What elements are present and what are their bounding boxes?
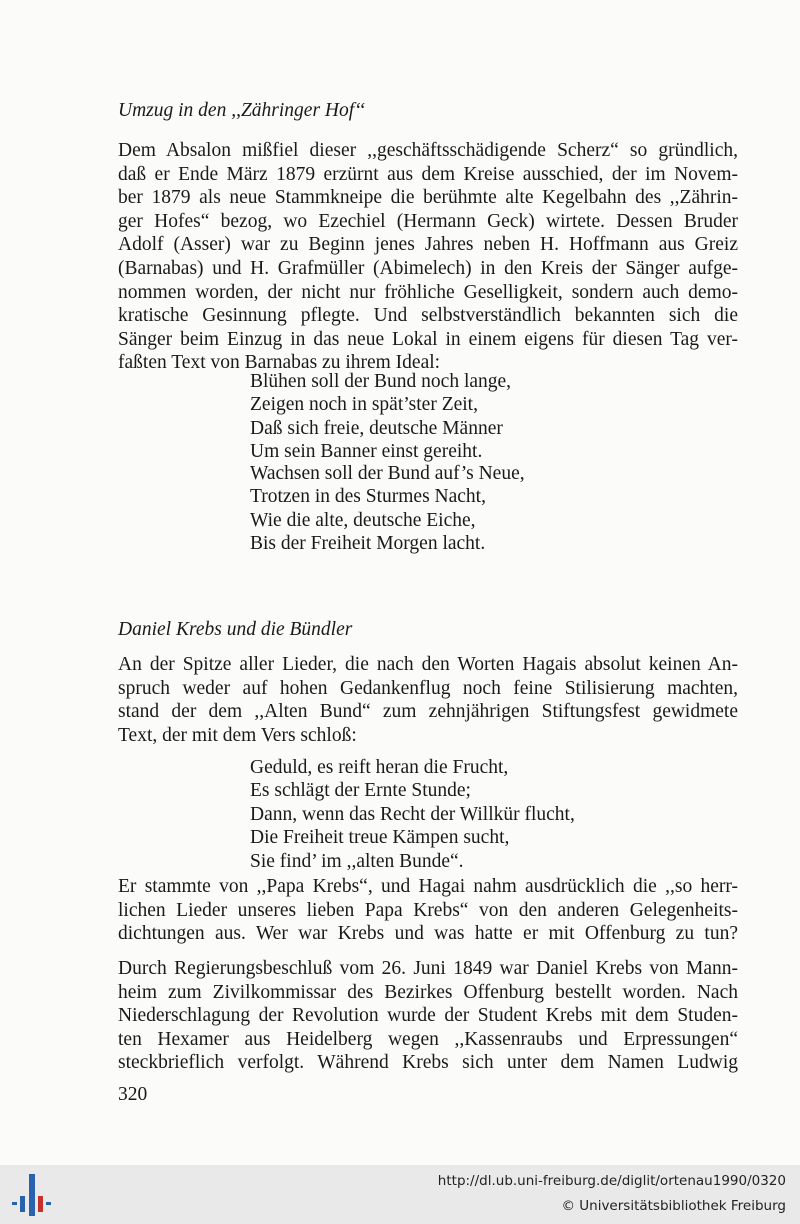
verse-stanza-2 [250,462,525,556]
verse-line: Die Freiheit treue Kämpen sucht, [250,827,510,849]
ub-freiburg-logo-icon[interactable] [10,1172,54,1218]
paragraph-spitze [118,653,738,747]
verse-stanza-3 [250,756,575,873]
text-line: dichtungen aus. Wer war Krebs und was hatte er mit Offenburg zu tun? [118,923,738,945]
section-heading-umzug: Umzug in den ,,Zähringer Hof‘‘ [118,100,365,121]
text-line: daß er Ende März 1879 erzürnt aus dem Kreise ausschied, der im Novem- [118,163,738,185]
section-heading-krebs: Daniel Krebs und die Bündler [118,619,353,640]
text-line: Dem Absalon mißfiel dieser ,,geschäftsschädigende Scherz“ so gründlich, [118,140,738,161]
verse-line: Sie find’ im ,,alten Bunde“. [250,850,464,872]
verse-line: Geduld, es reift heran die Frucht, [250,757,509,778]
verse-line: Daß sich freie, deutsche Männer [250,417,503,439]
text-line: (Barnabas) und H. Grafmüller (Abimelech) in den Kreis der Sänger aufge- [118,257,738,279]
verse-line: Um sein Banner einst gereiht. [250,441,483,463]
verse-line: Blühen soll der Bund noch lange, [250,371,512,392]
viewer-footer [0,1165,800,1224]
verse-line: Wachsen soll der Bund auf’s Neue, [250,463,525,484]
text-line: heim zum Zivilkommissar des Bezirkes Offenburg bestellt worden. Nach [118,981,738,1003]
paragraph-umzug [118,139,738,375]
verse-line: Dann, wenn das Recht der Willkür flucht, [250,803,575,825]
text-line: ger Hofes“ bezog, wo Ezechiel (Hermann Geck) wirtete. Dessen Bruder [118,210,738,232]
text-line: steckbrieflich verfolgt. Während Krebs sich unter dem Namen Ludwig [118,1052,738,1074]
text-line: nommen worden, der nicht nur fröhliche Geselligkeit, sondern auch demo- [118,281,738,303]
text-line: spruch weder auf hohen Gedankenflug noch feine Stilisierung machten, [118,677,738,699]
text-line: Niederschlagung der Revolution wurde der Student Krebs mit dem Studen- [118,1005,738,1027]
text-line: ten Hexamer aus Heidelberg wegen ,,Kassenraubs und Erpressungen“ [118,1028,738,1050]
copyright-notice: © Universitätsbibliothek Freiburg [561,1198,786,1214]
text-line: stand der dem ,,Alten Bund“ zum zehnjährigen Stiftungsfest gewidmete [118,701,738,723]
text-line: Durch Regierungsbeschluß vom 26. Juni 1849 war Daniel Krebs von Mann- [118,958,738,979]
text-line: kratische Gesinnung pflegte. Und selbstverständlich bekannten sich die [118,305,738,327]
permalink-url[interactable]: http://dl.ub.uni-freiburg.de/diglit/ortenau1990/0320 [437,1173,786,1189]
text-line: faßten Text von Barnabas zu ihrem Ideal: [118,352,441,374]
text-line: Er stammte von ,,Papa Krebs“, und Hagai nahm ausdrücklich die ,,so herr- [118,876,738,897]
text-line: Sänger beim Einzug in das neue Lokal in einem eigens für diesen Tag ver- [118,328,738,350]
paragraph-papa-krebs [118,875,738,946]
paragraph-regierungsbeschluss [118,957,738,1075]
text-line: lichen Lieder unseres lieben Papa Krebs“ von den anderen Gelegenheits- [118,899,738,921]
verse-line: Es schlägt der Ernte Stunde; [250,780,471,802]
text-line: Adolf (Asser) war zu Beginn jenes Jahres neben H. Hoffmann aus Greiz [118,234,738,256]
page-number: 320 [118,1084,148,1105]
verse-line: Zeigen noch in spät’ster Zeit, [250,394,478,416]
verse-stanza-1 [250,370,511,464]
logo-graphic [10,1172,54,1218]
verse-line: Trotzen in des Sturmes Nacht, [250,486,486,508]
text-line: ber 1879 als neue Stammkneipe die berühmte alte Kegelbahn des ,,Zährin- [118,187,738,209]
text-line: An der Spitze aller Lieder, die nach den Worten Hagais absolut keinen An- [118,654,738,675]
verse-line: Wie die alte, deutsche Eiche, [250,509,476,531]
text-line: Text, der mit dem Vers schloß: [118,724,357,746]
verse-line: Bis der Freiheit Morgen lacht. [250,533,486,555]
